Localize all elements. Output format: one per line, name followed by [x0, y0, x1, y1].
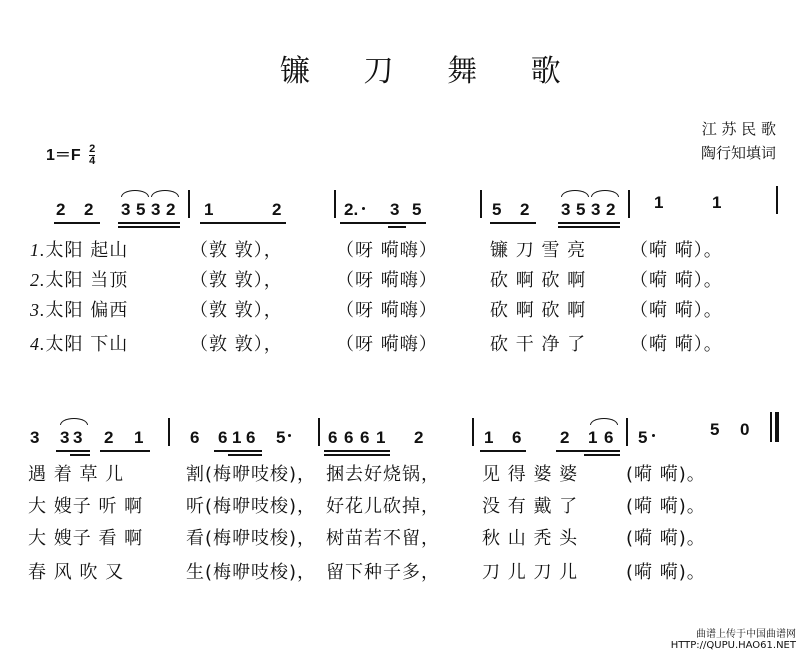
note: 5	[492, 200, 502, 219]
note: 5	[412, 200, 422, 219]
lyricist-credit: 陶行知填词	[700, 144, 776, 162]
slur-mark	[590, 418, 618, 425]
note: 6	[246, 428, 256, 447]
note: 3	[60, 428, 70, 447]
note: 6	[218, 428, 228, 447]
beam	[490, 222, 536, 224]
barline	[188, 190, 190, 218]
time-top: 2	[89, 143, 96, 156]
beam	[388, 226, 406, 228]
lyric-text: 留下种子多，	[326, 562, 440, 583]
verse-number: 3.	[30, 300, 46, 320]
slur-mark	[121, 190, 149, 197]
dotted-note-dot	[362, 207, 365, 210]
note: 5	[136, 200, 146, 219]
verse-line: 2.太阳 当顶	[30, 270, 129, 291]
lyric-text: （嗬 嗬）。	[630, 240, 723, 261]
verse-number: 2.	[30, 270, 46, 290]
lyric-text: 生(梅咿吱梭)，	[186, 562, 317, 583]
slur-mark	[591, 190, 619, 197]
beam	[118, 226, 180, 228]
note: 2	[520, 200, 530, 219]
lyric-text: （呀 嗬嗨）	[336, 334, 438, 355]
lyric-text: （嗬 嗬）。	[630, 300, 723, 321]
beam	[558, 222, 620, 224]
lyric-text: (嗬 嗬)。	[626, 496, 706, 517]
note: 1	[204, 200, 214, 219]
note: 6	[328, 428, 338, 447]
origin-credit: 江 苏 民 歌	[701, 120, 776, 138]
song-title: 镰 刀 舞 歌	[280, 54, 583, 89]
barline	[628, 190, 630, 218]
note: 1	[654, 193, 664, 212]
note: 2	[166, 200, 176, 219]
time-bottom: 4	[89, 155, 96, 168]
note: 3	[30, 428, 40, 447]
beam	[118, 222, 180, 224]
lyric-text: 看(梅咿吱梭)，	[186, 528, 317, 549]
lyric-text: 大 嫂子 看 啊	[28, 528, 144, 549]
beam	[558, 226, 620, 228]
lyric-text: (嗬 嗬)。	[626, 528, 706, 549]
lyric-text: 捆去好烧锅，	[326, 464, 440, 485]
beam	[480, 450, 526, 452]
lyric-text: 刀 儿 刀 儿	[482, 562, 579, 583]
lyric-text: （敦 敦），	[190, 300, 283, 321]
final-barline-thick	[775, 412, 779, 442]
note: 2	[84, 200, 94, 219]
note: 2	[606, 200, 616, 219]
note: 3	[73, 428, 83, 447]
beam	[214, 450, 262, 452]
barline	[318, 418, 320, 446]
beam	[200, 222, 286, 224]
note: 5	[710, 420, 720, 439]
beam	[56, 450, 90, 452]
beam	[324, 454, 390, 456]
beam	[100, 450, 150, 452]
slur-mark	[60, 418, 88, 425]
key-label: 1＝F	[46, 147, 81, 164]
lyric-text: （敦 敦），	[190, 334, 283, 355]
beam	[324, 450, 390, 452]
slur-mark	[561, 190, 589, 197]
note: 1	[712, 193, 722, 212]
time-signature	[89, 144, 95, 167]
lyric-text: （呀 嗬嗨）	[336, 240, 438, 261]
beam	[584, 454, 620, 456]
barline	[626, 418, 628, 446]
lyric-text: （敦 敦），	[190, 270, 283, 291]
barline	[334, 190, 336, 218]
note: 6	[512, 428, 522, 447]
lyric-text: 树苗若不留，	[326, 528, 440, 549]
note: 1	[588, 428, 598, 447]
watermark-line-1: 曲谱上传于中国曲谱网	[696, 629, 796, 640]
note: 3	[561, 200, 571, 219]
beam	[340, 222, 426, 224]
note: 6	[604, 428, 614, 447]
site-watermark	[671, 629, 796, 651]
lyric-text: 镰 刀 雪 亮	[490, 240, 587, 261]
key-signature	[46, 142, 95, 167]
lyric-text: 砍 啊 砍 啊	[490, 270, 587, 291]
note: 2	[560, 428, 570, 447]
lyric-text: 没 有 戴 了	[482, 496, 579, 517]
lyric-text: （呀 嗬嗨）	[336, 300, 438, 321]
note: 0	[740, 420, 750, 439]
note: 3	[591, 200, 601, 219]
lyric-text: （嗬 嗬）。	[630, 334, 723, 355]
note: 6	[344, 428, 354, 447]
verse-number: 1.	[30, 240, 46, 260]
lyric-text: 砍 啊 砍 啊	[490, 300, 587, 321]
note: 2	[414, 428, 424, 447]
lyric-text: (嗬 嗬)。	[626, 464, 706, 485]
lyric-text: 秋 山 秃 头	[482, 528, 579, 549]
lyric-text: 春 风 吹 又	[28, 562, 125, 583]
barline	[776, 186, 778, 214]
barline	[168, 418, 170, 446]
verse-number: 4.	[30, 334, 46, 354]
barline	[480, 190, 482, 218]
beam	[70, 454, 90, 456]
note: 3	[151, 200, 161, 219]
beam	[556, 450, 620, 452]
beam	[228, 454, 262, 456]
lyric-text: 割(梅咿吱梭)，	[186, 464, 317, 485]
lyric-text: 听(梅咿吱梭)，	[186, 496, 317, 517]
note: 5	[576, 200, 586, 219]
lyric-text: (嗬 嗬)。	[626, 562, 706, 583]
note: 6	[360, 428, 370, 447]
beam	[54, 222, 100, 224]
note: 2	[104, 428, 114, 447]
note: 6	[190, 428, 200, 447]
lyric-text: （敦 敦），	[190, 240, 283, 261]
note: 1	[376, 428, 386, 447]
verse-line: 3.太阳 偏西	[30, 300, 129, 321]
note: 1	[232, 428, 242, 447]
final-barline	[770, 412, 772, 442]
lyric-text: 见 得 婆 婆	[482, 464, 579, 485]
lyric-text: 好花儿砍掉，	[326, 496, 440, 517]
slur-mark	[151, 190, 179, 197]
watermark-line-2: HTTP://QUPU.HAO61.NET	[670, 640, 796, 651]
note: 5	[638, 428, 648, 447]
note: 2	[272, 200, 282, 219]
dotted-note-dot	[652, 434, 655, 437]
note: 2	[56, 200, 66, 219]
note: 3	[121, 200, 131, 219]
lyric-text: 砍 干 净 了	[490, 334, 587, 355]
dotted-note-dot	[288, 434, 291, 437]
lyric-text: 遇 着 草 儿	[28, 464, 125, 485]
note: 1	[134, 428, 144, 447]
barline	[472, 418, 474, 446]
note: 1	[484, 428, 494, 447]
note: 5	[276, 428, 286, 447]
lyric-text: （嗬 嗬）。	[630, 270, 723, 291]
note: 3	[390, 200, 400, 219]
verse-line: 4.太阳 下山	[30, 334, 129, 355]
verse-line: 1.太阳 起山	[30, 240, 129, 261]
lyric-text: （呀 嗬嗨）	[336, 270, 438, 291]
note: 2.	[344, 200, 359, 219]
lyric-text: 大 嫂子 听 啊	[28, 496, 144, 517]
